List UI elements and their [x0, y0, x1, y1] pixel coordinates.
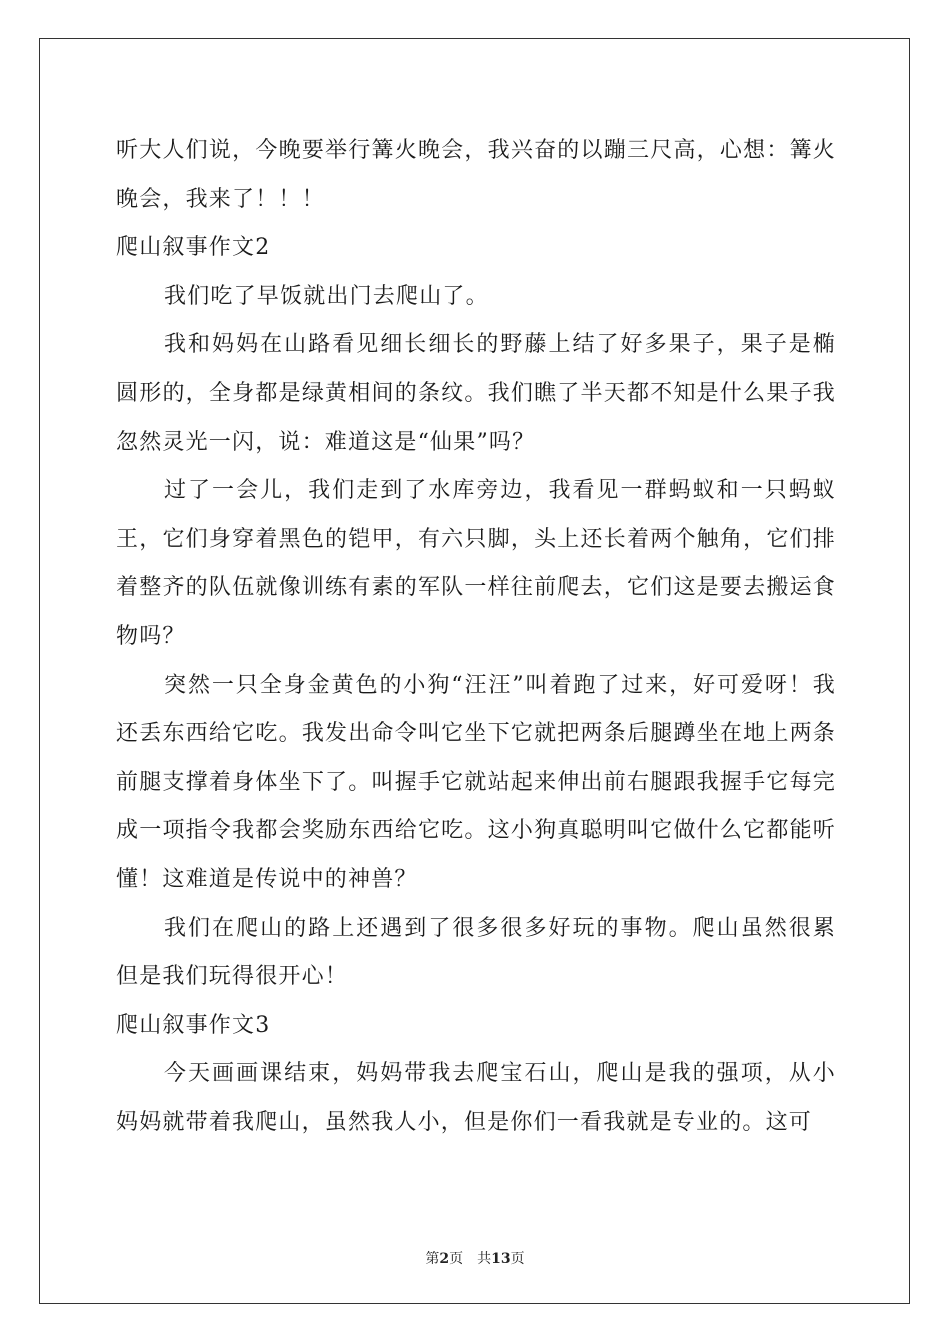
paragraph: 听大人们说，今晚要举行篝火晚会，我兴奋的以蹦三尺高，心想：篝火晚会，我来了！！！: [116, 138, 836, 212]
section-heading: 爬山叙事作文2: [116, 235, 271, 261]
footer-total-pages: 13: [491, 1251, 511, 1267]
page-footer: [0, 1248, 950, 1268]
footer-prefix: 第: [425, 1251, 440, 1267]
footer-page-suffix: 页: [449, 1251, 464, 1267]
footer-total-prefix: 共: [477, 1251, 492, 1267]
paragraph: 过了一会儿，我们走到了水库旁边，我看见一群蚂蚁和一只蚂蚁王，它们身穿着黑色的铠甲，有六只脚，头上还长着两个触角，它们排着整齐的队伍就像训练有素的军队一样往前爬去，它们这是要去搬运食物吗？: [116, 478, 836, 649]
paragraph: 我和妈妈在山路看见细长细长的野藤上结了好多果子，果子是椭圆形的，全身都是绿黄相间的条纹。我们瞧了半天都不知是什么果子我忽然灵光一闪，说：难道这是“仙果”吗？: [116, 332, 836, 455]
footer-page-number: 2: [439, 1251, 450, 1267]
paragraph: 突然一只全身金黄色的小狗“汪汪”叫着跑了过来，好可爱呀！我还丢东西给它吃。我发出命令叫它坐下它就把两条后腿蹲坐在地上两条前腿支撑着身体坐下了。叫握手它就站起来伸出前右腿跟我握手它每完成一项指令我都会奖励东西给它吃。这小狗真聪明叫它做什么它都能听懂！这难道是传说中的神兽？: [116, 672, 836, 892]
section-heading: 爬山叙事作文3: [116, 1012, 271, 1038]
footer-total-suffix: 页: [510, 1251, 525, 1267]
paragraph: 今天画画课结束，妈妈带我去爬宝石山，爬山是我的强项，从小妈妈就带着我爬山，虽然我人小，但是你们一看我就是专业的。这可: [116, 1061, 836, 1135]
paragraph: 我们吃了早饭就出门去爬山了。: [164, 283, 489, 309]
document-body: [116, 127, 836, 1147]
paragraph: 我们在爬山的路上还遇到了很多很多好玩的事物。爬山虽然很累但是我们玩得很开心！: [116, 915, 836, 990]
